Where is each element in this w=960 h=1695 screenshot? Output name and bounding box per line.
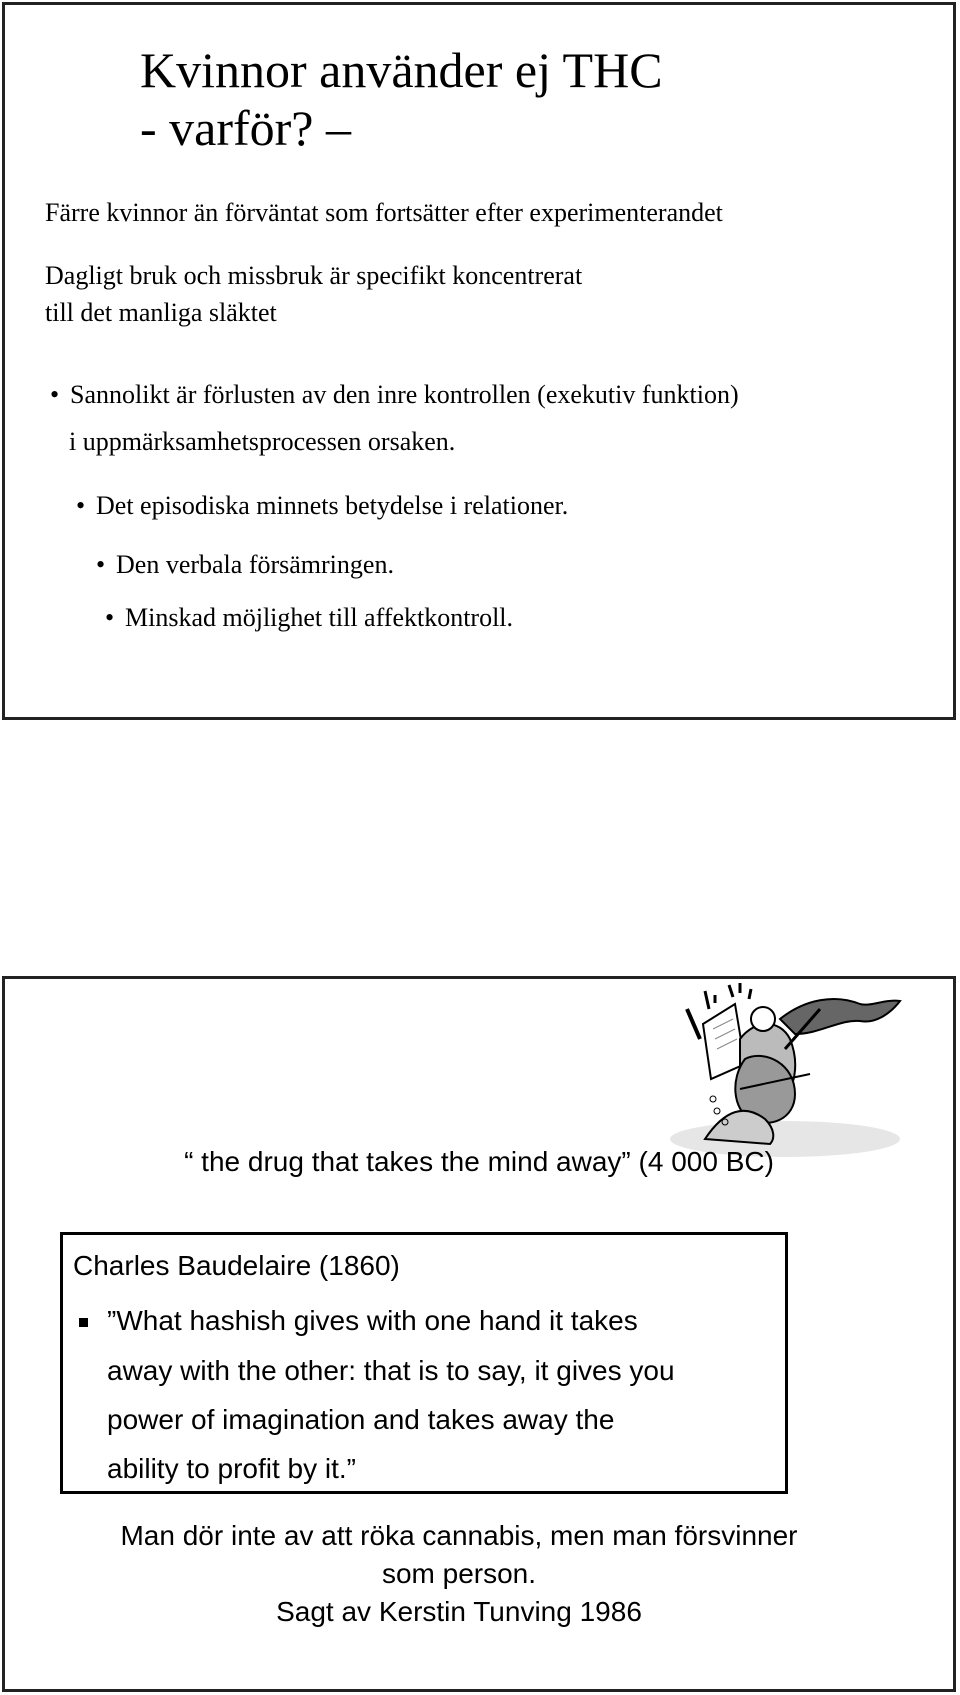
- bullet-sub-3-text: Minskad möjlighet till affektkontroll.: [125, 603, 514, 632]
- slide-1: [2, 2, 956, 720]
- bullet-dot: •: [105, 603, 115, 632]
- baudelaire-quote-box: [60, 1232, 788, 1494]
- ancient-quote: “ the drug that takes the mind away” (4 000 BC): [184, 1146, 774, 1177]
- slide-2: [2, 976, 956, 1692]
- bullet-sub-2-text: Den verbala försämringen.: [116, 550, 394, 579]
- bullet-sub-3: [105, 603, 513, 633]
- quote-line-2: away with the other: that is to say, it gives you: [107, 1355, 675, 1386]
- bullet-main: [50, 380, 739, 410]
- footer-line-1: Man dör inte av att röka cannabis, men man försvinner: [120, 1520, 798, 1551]
- footer-attribution: Sagt av Kerstin Tunving 1986: [276, 1596, 642, 1627]
- quote-line-1: ”What hashish gives with one hand it takes: [107, 1305, 638, 1336]
- slide-title-line-2: - varför? –: [140, 100, 351, 156]
- footer-line-2: som person.: [381, 1558, 537, 1589]
- slide-title-line-1: Kvinnor använder ej THC: [140, 42, 663, 98]
- bullet-sub-1: [76, 491, 568, 521]
- bullet-dot: •: [50, 380, 60, 409]
- square-bullet-icon: [79, 1318, 88, 1327]
- bullet-dot: •: [96, 550, 106, 579]
- quote-line-4: ability to profit by it.”: [107, 1453, 356, 1484]
- bullet-sub-1-text: Det episodiska minnets betydelse i relationer.: [96, 491, 569, 520]
- bullet-sub-2: [96, 550, 394, 580]
- paragraph-2-line-2: till det manliga släktet: [45, 298, 277, 327]
- bullet-main-line-2: i uppmärksamhetsprocessen orsaken.: [69, 427, 456, 456]
- quote-box-heading: Charles Baudelaire (1860): [73, 1250, 400, 1281]
- paragraph-1: Färre kvinnor än förväntat som fortsätter efter experimenterandet: [45, 198, 723, 227]
- musician-cello-clipart-icon: [645, 979, 915, 1164]
- bullet-main-line-1: Sannolikt är förlusten av den inre kontrollen (exekutiv funktion): [70, 380, 739, 409]
- paragraph-2-line-1: Dagligt bruk och missbruk är specifikt koncentrerat: [45, 261, 583, 290]
- bullet-dot: •: [76, 491, 86, 520]
- quote-line-3: power of imagination and takes away the: [107, 1404, 615, 1435]
